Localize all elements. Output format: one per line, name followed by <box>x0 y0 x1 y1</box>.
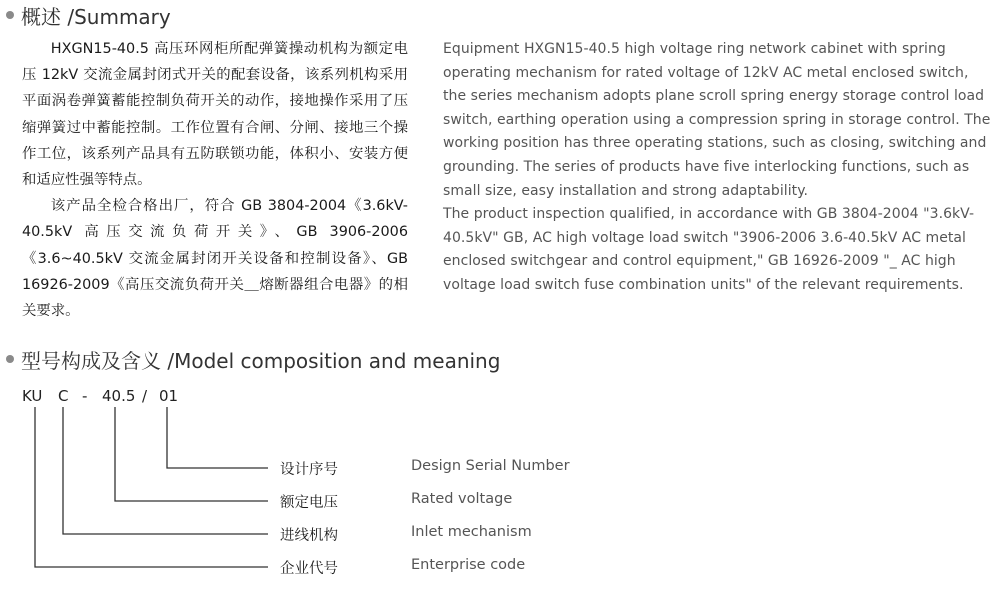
row-label-serial-en: Design Serial Number <box>411 458 570 474</box>
bracket-line-inlet <box>63 407 268 534</box>
summary-cn-paragraph-2: 该产品全检合格出厂，符合 GB 3804-2004《3.6kV-40.5kV 高压交流负荷开关》、GB 3906-2006《3.6~40.5kV 交流金属封闭开关设备和控制设备》、GB 16926-2009《高压交流负荷开关＿熔断器组合电器》的相关要求。 <box>22 198 408 320</box>
row-label-serial-cn: 设计序号 <box>280 462 338 478</box>
row-label-enterprise-cn: 企业代号 <box>280 561 338 577</box>
code-part-dash: - <box>82 387 88 405</box>
code-part-voltage: 40.5 <box>102 387 136 405</box>
row-label-inlet-en: Inlet mechanism <box>411 524 532 540</box>
bracket-line-serial <box>167 407 268 468</box>
bracket-line-voltage <box>115 407 268 501</box>
row-label-enterprise-en: Enterprise code <box>411 557 526 573</box>
code-part-slash: / <box>142 387 148 405</box>
code-part-enterprise: KU <box>22 387 43 405</box>
code-part-inlet: C <box>58 387 69 405</box>
bracket-line-enterprise <box>35 407 268 567</box>
row-label-voltage-cn: 额定电压 <box>280 495 338 511</box>
model-heading-text: 型号构成及含义 /Model composition and meaning <box>21 348 501 373</box>
summary-heading-text: 概述 /Summary <box>21 4 171 29</box>
code-part-serial: 01 <box>159 387 179 405</box>
row-label-inlet-cn: 进线机构 <box>280 528 338 544</box>
summary-en-paragraph-1: Equipment HXGN15-40.5 high voltage ring network cabinet with spring operating mechanism for rated voltage of 12kV AC metal enclosed switch, the series mechanism adopts plane scroll spring energy storage control load switch, earthing operation using a compression spring in storage control. The working position has three operating stations, such as closing, switching and grounding. The series of products have five interlocking functions, such as small size, easy installation and strong adaptability. <box>443 41 991 199</box>
summary-en-paragraph-2: The product inspection qualified, in accordance with GB 3804-2004 "3.6kV-40.5kV" GB, AC high voltage load switch "3906-2006 3.6-40.5kV AC metal enclosed switchgear and control equipment," GB 16926-2009 "_ AC high voltage load switch fuse combination units" of the relevant requirements. <box>443 206 975 293</box>
summary-cn-paragraph-1: HXGN15-40.5 高压环网柜所配弹簧操动机构为额定电压 12kV 交流金属封闭式开关的配套设备，该系列机构采用平面涡卷弹簧蓄能控制负荷开关的动作，接地操作采用了压缩弹簧过中蓄能控制。工作位置有合闸、分闸、接地三个操作工位，该系列产品具有五防联锁功能，体积小、安装方便和适应性强等特点。 <box>22 41 408 189</box>
row-label-voltage-en: Rated voltage <box>411 491 513 507</box>
